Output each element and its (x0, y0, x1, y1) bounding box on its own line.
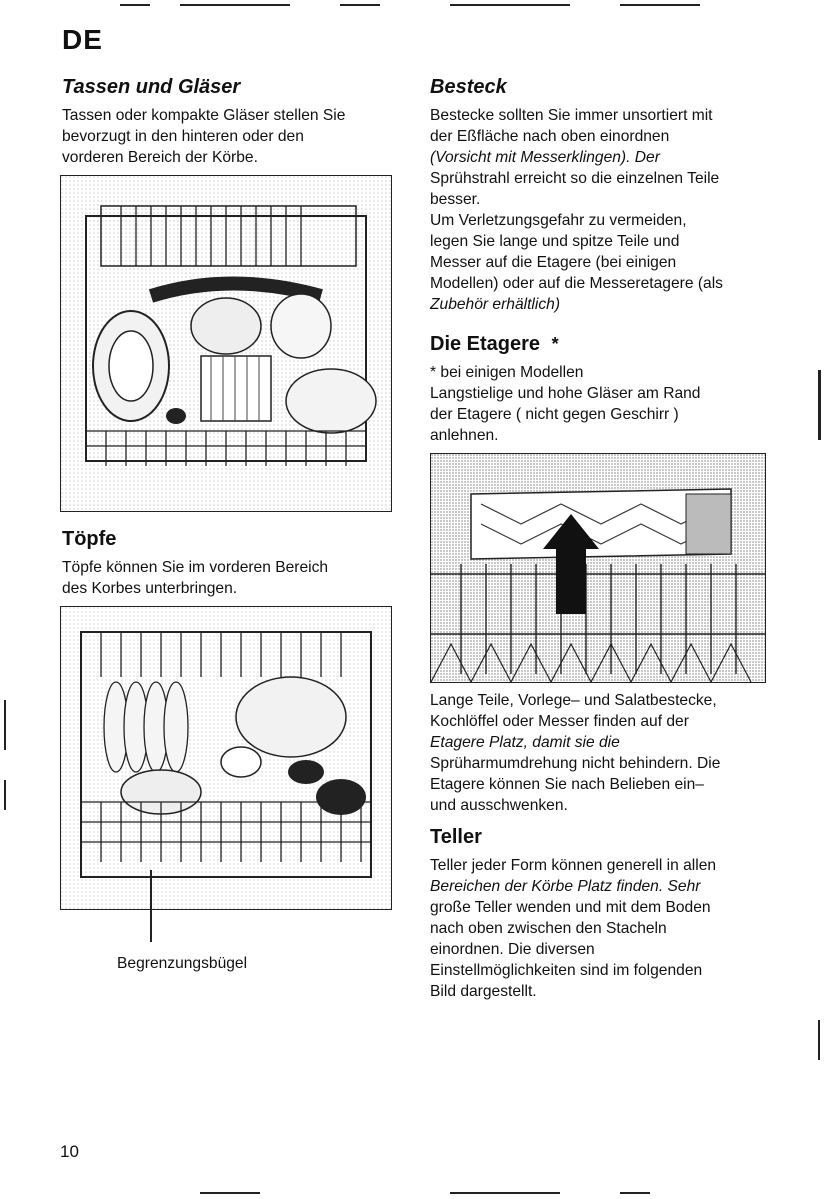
text-line: Bestecke sollten Sie immer unsortiert mit (430, 107, 713, 124)
scan-edge-mark (340, 4, 380, 6)
scan-edge-mark (450, 1192, 560, 1194)
text-line: Bild dargestellt. (430, 983, 537, 1000)
text-line: Kochlöffel oder Messer finden auf der (430, 713, 689, 730)
scan-edge-mark (818, 1020, 820, 1060)
text-line: Etagere Platz, damit sie die (430, 734, 620, 751)
text-line: Lange Teile, Vorlege– und Salatbestecke, (430, 692, 717, 709)
text-line: Messer auf die Etagere (bei einigen (430, 254, 677, 271)
paragraph-pots (62, 557, 402, 599)
scan-edge-mark (620, 4, 700, 6)
paragraph-plates (430, 855, 775, 1002)
text-line: Sprüharmumdrehung nicht behindern. Die (430, 755, 721, 772)
figure-basket-pots (60, 606, 392, 910)
text-line: der Etagere ( nicht gegen Geschirr ) (430, 406, 679, 423)
text-line: Bereichen der Körbe Platz finden. Sehr (430, 878, 701, 895)
heading-cutlery: Besteck (430, 76, 507, 98)
text-line: anlehnen. (430, 427, 499, 444)
text-line: Töpfe können Sie im vorderen Bereich (62, 559, 329, 576)
text-line: Um Verletzungsgefahr zu vermeiden, (430, 212, 687, 229)
text-line: Modellen) oder auf die Messeretagere (als (430, 275, 723, 292)
text-line: * bei einigen Modellen (430, 364, 584, 381)
heading-cups-glasses: Tassen und Gläser (62, 76, 241, 98)
text-line: Langstielige und hohe Gläser am Rand (430, 385, 701, 402)
caption-limit-bracket: Begrenzungsbügel (117, 955, 248, 972)
scan-edge-mark (200, 1192, 260, 1194)
heading-etagere-text: Die Etagere (430, 333, 541, 355)
heading-plates: Teller (430, 826, 482, 848)
text-line: legen Sie lange und spitze Teile und (430, 233, 680, 250)
text-line: Tassen oder kompakte Gläser stellen Sie (62, 107, 346, 124)
paragraph-etagere (430, 362, 770, 446)
footnote-mark: * (551, 334, 559, 354)
figure-etagere (430, 453, 766, 683)
text-line: nach oben zwischen den Stacheln (430, 920, 667, 937)
text-line: Etagere können Sie nach Belieben ein– (430, 776, 704, 793)
text-line: Einstellmöglichkeiten sind im folgenden (430, 962, 703, 979)
scan-edge-mark (120, 4, 150, 6)
scan-edge-mark (4, 700, 6, 750)
scan-edge-mark (180, 4, 290, 6)
text-line: bevorzugt in den hinteren oder den (62, 128, 304, 145)
figure-basket-cups (60, 175, 392, 512)
scan-edge-mark (818, 370, 821, 440)
text-line: Sprühstrahl erreicht so die einzelnen Teile (430, 170, 720, 187)
text-line: vorderen Bereich der Körbe. (62, 149, 258, 166)
text-line: große Teller wenden und mit dem Boden (430, 899, 711, 916)
text-line: (Vorsicht mit Messerklingen). Der (430, 149, 660, 166)
text-line: Zubehör erhältlich) (430, 296, 561, 313)
paragraph-etagere-use (430, 690, 775, 816)
scan-edge-mark (620, 1192, 650, 1194)
scan-edge-mark (450, 4, 570, 6)
text-line: und ausschwenken. (430, 797, 568, 814)
text-line: Teller jeder Form können generell in allen (430, 857, 717, 874)
paragraph-cutlery (430, 105, 770, 315)
paragraph-cups-glasses (62, 105, 402, 168)
caption-leader-line (150, 870, 152, 942)
scan-edge-mark (4, 780, 6, 810)
heading-pots: Töpfe (62, 528, 117, 550)
language-tag: DE (62, 24, 103, 55)
text-line: der Eßfläche nach oben einordnen (430, 128, 670, 145)
heading-etagere (430, 333, 559, 356)
text-line: besser. (430, 191, 481, 208)
page-number: 10 (60, 1142, 79, 1161)
text-line: einordnen. Die diversen (430, 941, 595, 958)
text-line: des Korbes unterbringen. (62, 580, 238, 597)
